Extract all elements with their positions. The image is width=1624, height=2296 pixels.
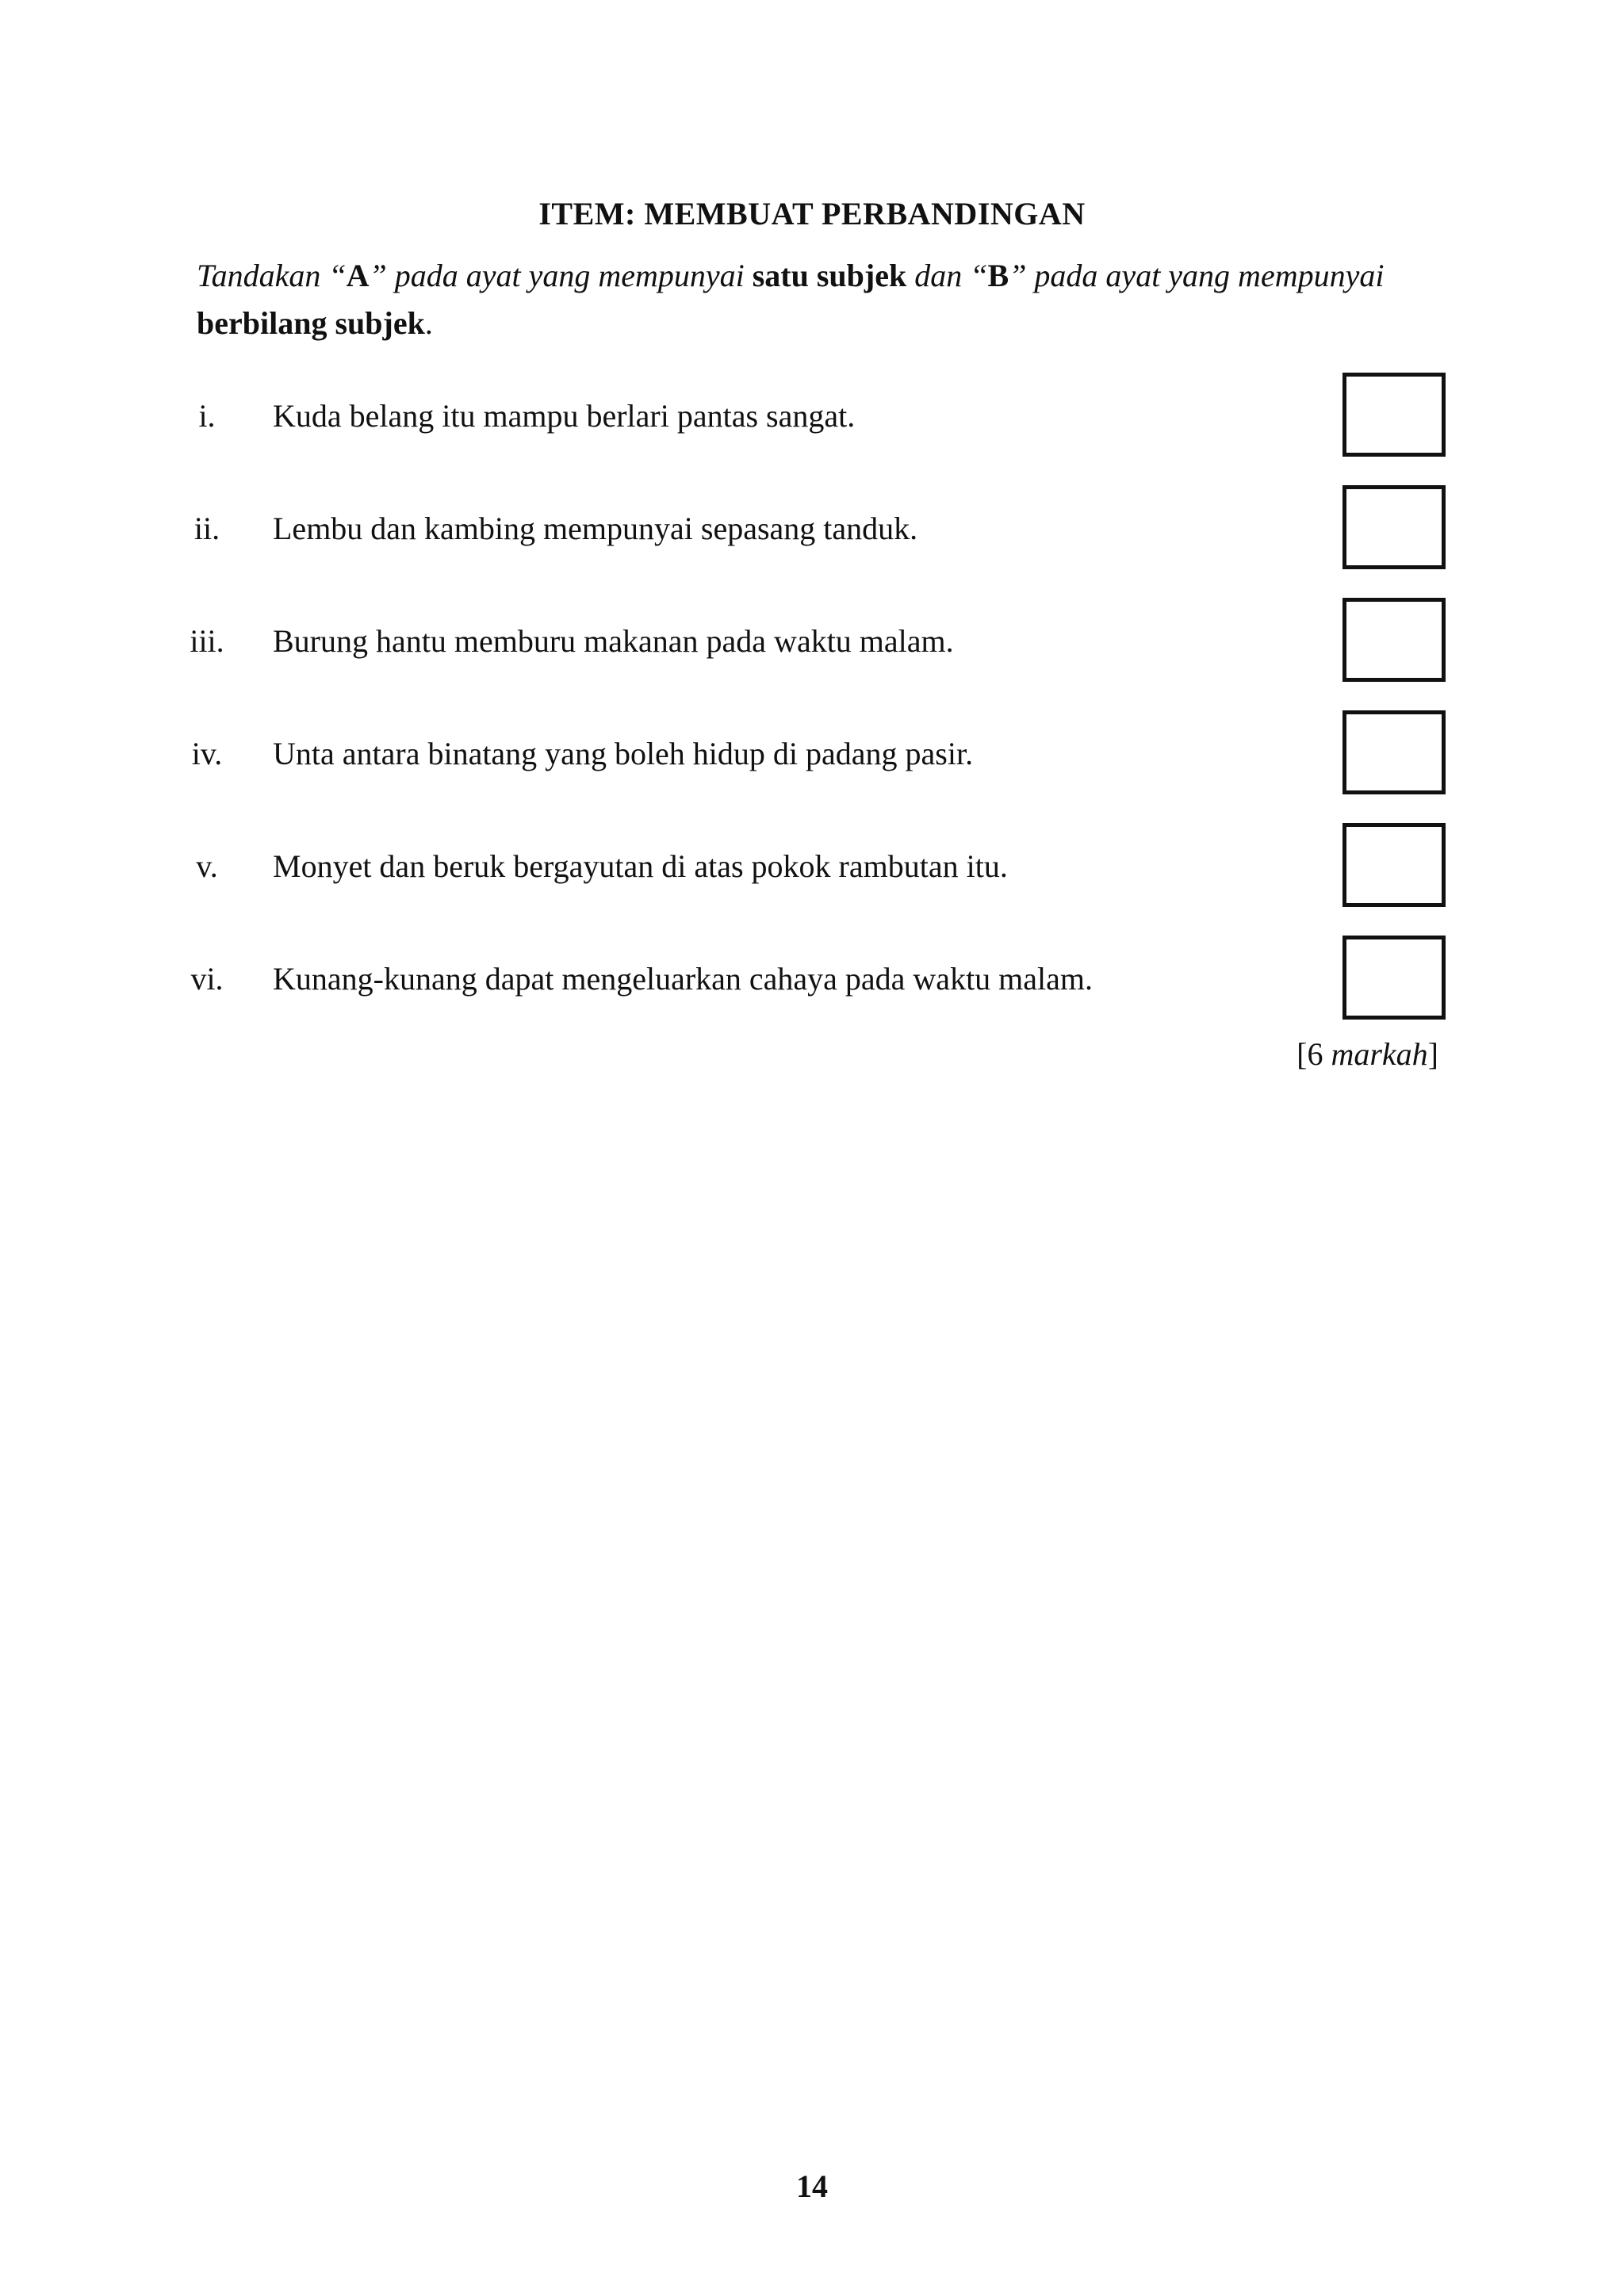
marks-label bbox=[1253, 1035, 1438, 1073]
item-number: i. bbox=[198, 398, 216, 434]
item-sentence: Unta antara binatang yang boleh hidup di padang pasir. bbox=[273, 736, 974, 771]
marks-word: markah bbox=[1331, 1036, 1428, 1072]
section-title: ITEM: MEMBUAT PERBANDINGAN bbox=[538, 196, 1086, 232]
item-sentence: Monyet dan beruk bergayutan di atas pokok rambutan itu. bbox=[273, 848, 1008, 884]
multiple-subject-term: berbilang subjek bbox=[197, 305, 425, 341]
question-item bbox=[0, 823, 1624, 910]
instruction-period: . bbox=[424, 305, 433, 341]
option-a-label: A bbox=[346, 258, 370, 293]
question-item bbox=[0, 373, 1624, 460]
answer-box[interactable] bbox=[1342, 373, 1446, 457]
instruction-text bbox=[197, 252, 1442, 347]
item-number: v. bbox=[196, 848, 218, 884]
answer-box[interactable] bbox=[1342, 823, 1446, 907]
instruction-part: ” pada ayat yang mempunyai bbox=[369, 258, 753, 293]
question-item bbox=[0, 598, 1624, 685]
item-number: vi. bbox=[190, 961, 224, 997]
item-sentence: Burung hantu memburu makanan pada waktu malam. bbox=[273, 623, 954, 659]
question-item bbox=[0, 710, 1624, 798]
item-number: ii. bbox=[193, 511, 220, 546]
item-sentence: Kuda belang itu mampu berlari pantas sangat. bbox=[273, 398, 856, 434]
question-item bbox=[0, 485, 1624, 572]
instruction-part: Tandakan “ bbox=[197, 258, 347, 293]
answer-box[interactable] bbox=[1342, 936, 1446, 1020]
answer-box[interactable] bbox=[1342, 710, 1446, 794]
item-sentence: Lembu dan kambing mempunyai sepasang tanduk. bbox=[273, 511, 918, 546]
question-item bbox=[0, 936, 1624, 1023]
option-b-label: B bbox=[987, 258, 1009, 293]
instruction-part: ” pada ayat yang mempunyai bbox=[1009, 258, 1385, 293]
marks-close: ] bbox=[1427, 1036, 1438, 1072]
marks-open: [6 bbox=[1297, 1036, 1331, 1072]
item-number: iii. bbox=[190, 623, 224, 659]
item-number: iv. bbox=[191, 736, 223, 771]
instruction-part: dan “ bbox=[906, 258, 988, 293]
answer-box[interactable] bbox=[1342, 598, 1446, 682]
answer-box[interactable] bbox=[1342, 485, 1446, 569]
page-number: 14 bbox=[796, 2168, 828, 2204]
single-subject-term: satu subjek bbox=[752, 258, 907, 293]
item-sentence: Kunang-kunang dapat mengeluarkan cahaya pada waktu malam. bbox=[273, 961, 1094, 997]
